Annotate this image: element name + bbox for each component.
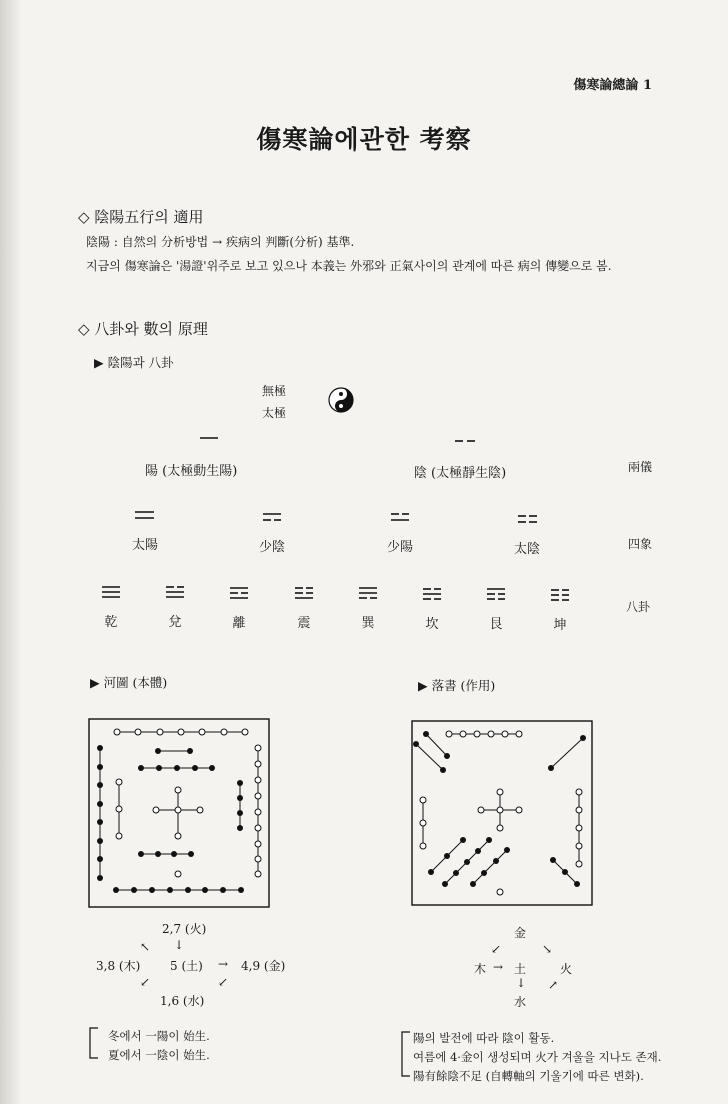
luoshu-arrow-right-icon: → xyxy=(493,960,504,974)
sixiang-label-taiyin: 太陰 xyxy=(513,542,540,557)
luoshu-top-metal: 金 xyxy=(514,926,527,940)
luoshu-note-2: 여름에 4·金이 생성되며 火가 겨울을 지나도 존재. xyxy=(413,1050,662,1064)
body-line-1: 陰陽 : 自然의 分析방법 → 疾病의 判斷(分析) 基準. xyxy=(86,235,355,249)
bagua-label-li: 離 xyxy=(232,616,246,631)
zhen-trigram-icon xyxy=(295,588,313,598)
wuji-label: 無極 xyxy=(262,384,287,398)
sixiang-label: 四象 xyxy=(628,537,653,551)
yang-label: 陽 (太極動生陽) xyxy=(145,464,238,479)
luoshu-heading: ▶ 落書 (作用) xyxy=(418,678,496,693)
qian-trigram-icon xyxy=(102,587,120,597)
gen-trigram-icon xyxy=(487,589,505,599)
shaoyang-symbol-icon xyxy=(391,514,409,520)
luoshu-arrow-ne-icon: ↗ xyxy=(548,978,559,992)
section-heading-bagua: ◇ 八卦와 數의 原理 xyxy=(78,320,208,338)
hetu-arrow-se-icon: ↙ xyxy=(218,975,229,989)
luoshu-left-wood: 木 xyxy=(474,962,487,976)
shaoyin-symbol-icon xyxy=(263,514,281,520)
bagua-label-dui: 兌 xyxy=(168,615,182,630)
taiji-label: 太極 xyxy=(262,406,287,420)
luoshu-diagram xyxy=(411,720,593,906)
running-header-title: 傷寒論總論 xyxy=(573,78,639,93)
sixiang-label-shaoyang: 少陽 xyxy=(386,540,413,555)
page-number: 1 xyxy=(642,78,652,93)
dui-trigram-icon xyxy=(166,587,184,597)
luoshu-arrow-down-icon: ↓ xyxy=(516,976,527,990)
bagua-label-qian: 乾 xyxy=(104,615,118,630)
hetu-note-2: 夏에서 一陰이 始生. xyxy=(108,1048,210,1062)
hetu-note-bracket-icon xyxy=(86,1026,100,1062)
luoshu-arrow-sw-icon: ↙ xyxy=(491,942,502,956)
body-line-2: 지금의 傷寒論은 '湯證'위주로 보고 있으나 本義는 外邪와 正氣사이의 관계에 따른 病의 傳變으로 봄. xyxy=(86,259,612,273)
luoshu-note-bracket-icon xyxy=(398,1030,412,1080)
section-heading-yinyang-wuxing: ◇ 陰陽五行의 適用 xyxy=(78,208,204,226)
xun-trigram-icon xyxy=(359,588,377,598)
taiyang-symbol-icon xyxy=(135,512,154,518)
yin-label: 陰 (太極靜生陰) xyxy=(413,466,507,481)
bagua-label-gen: 艮 xyxy=(489,617,503,632)
subheading-yinyang-bagua: ▶ 陰陽과 八卦 xyxy=(94,355,174,370)
hetu-top-fire: 2,7 (火) xyxy=(162,922,207,936)
bagua-label: 八卦 xyxy=(626,600,651,614)
hetu-diagram xyxy=(88,718,270,908)
bagua-label-zhen: 震 xyxy=(297,616,311,631)
li-trigram-icon xyxy=(230,588,248,598)
bagua-label-kan: 坎 xyxy=(425,617,439,632)
hetu-note-1: 冬에서 一陽이 始生. xyxy=(108,1029,210,1043)
luoshu-bottom-water: 水 xyxy=(514,995,527,1009)
hetu-bottom-water: 1,6 (水) xyxy=(160,994,205,1008)
bagua-label-kun: 坤 xyxy=(553,618,567,633)
bagua-label-xun: 巽 xyxy=(361,616,375,631)
hetu-right-metal: 4,9 (金) xyxy=(241,959,286,973)
luoshu-note-1: 陽의 발전에 따라 陰이 활동. xyxy=(413,1031,555,1045)
hetu-heading: ▶ 河圖 (本體) xyxy=(90,675,168,690)
luoshu-note-3: 陽有餘陰不足 (自轉軸의 기울기에 따른 변화). xyxy=(413,1069,644,1083)
kan-trigram-icon xyxy=(423,589,441,599)
liangyi-label: 兩儀 xyxy=(628,460,653,474)
hetu-arrow-nw-icon: ↖ xyxy=(140,940,151,954)
hetu-arrow-down-icon: ↓ xyxy=(174,938,185,952)
hetu-left-wood: 3,8 (木) xyxy=(96,959,141,973)
hetu-center-earth: 5 (土) xyxy=(170,959,203,973)
hetu-arrow-right-icon: → xyxy=(218,957,229,971)
page-title: 傷寒論에관한 考察 xyxy=(256,125,472,154)
sixiang-label-taiyang: 太陽 xyxy=(131,538,158,553)
luoshu-right-fire: 火 xyxy=(560,962,573,976)
luoshu-center-earth: 土 xyxy=(514,962,527,976)
luoshu-arrow-se-icon: ↘ xyxy=(542,942,553,956)
sixiang-label-shaoyin: 少陰 xyxy=(258,540,285,555)
taiyin-symbol-icon xyxy=(518,516,537,522)
kun-trigram-icon xyxy=(551,590,569,600)
hetu-arrow-sw-icon: ↙ xyxy=(140,975,151,989)
